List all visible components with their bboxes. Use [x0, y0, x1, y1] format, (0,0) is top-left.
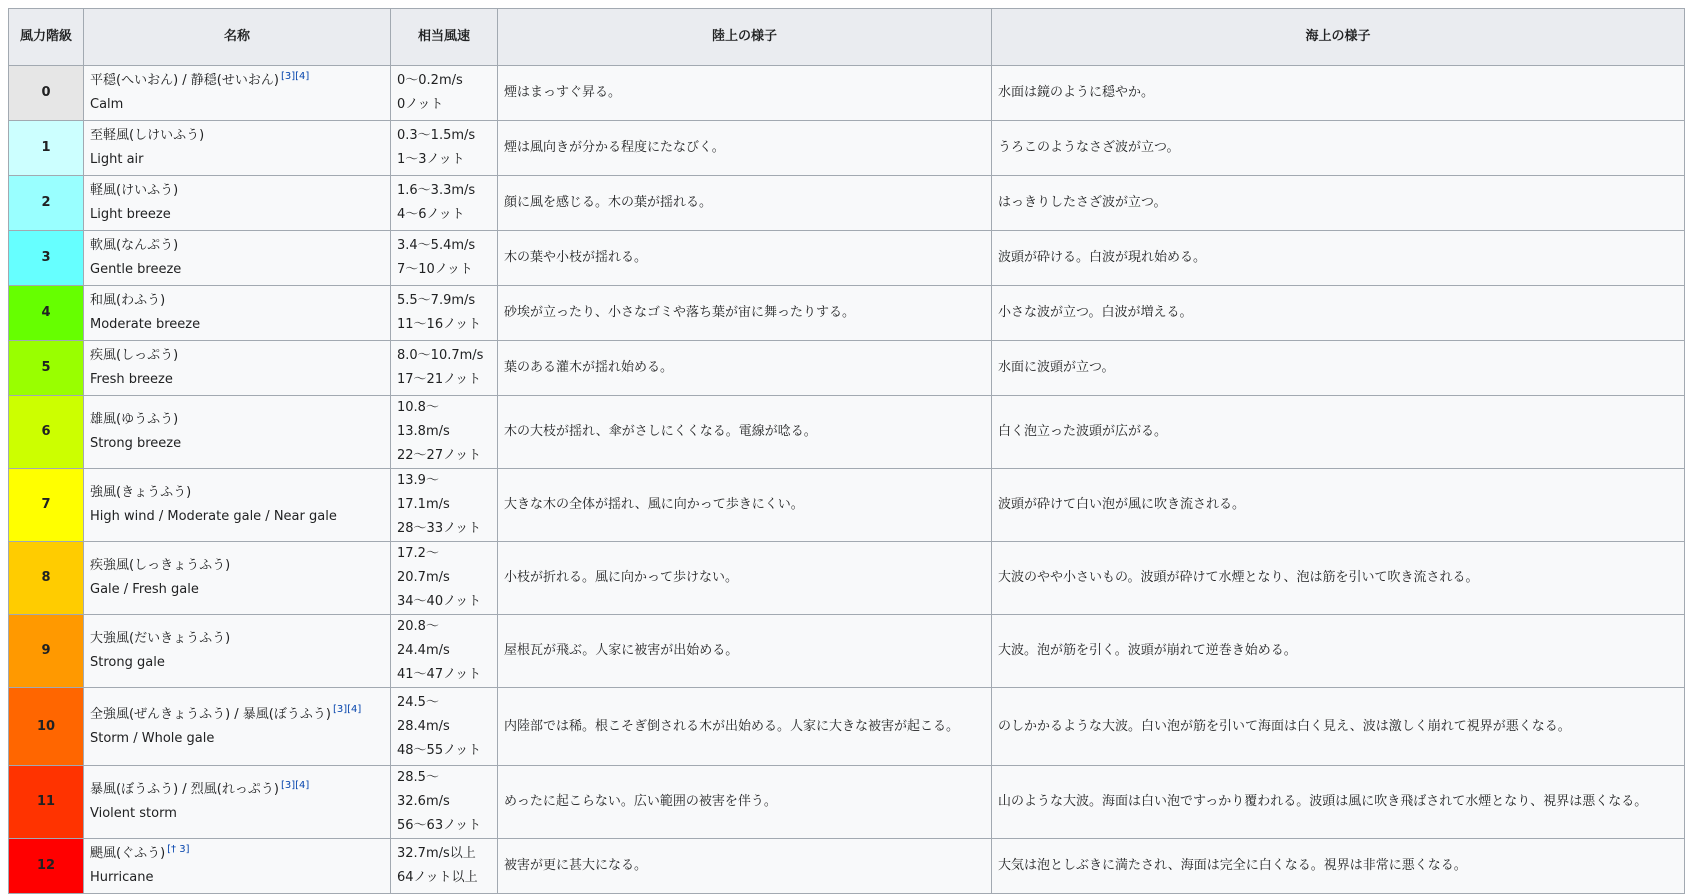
table-row: [9, 469, 1685, 542]
table-row: [9, 766, 1685, 839]
name-cell: [84, 396, 391, 469]
sea-cell: はっきりしたさざ波が立つ。: [992, 176, 1685, 231]
name-ja: 暴風(ぼうふう) / 烈風(れっぷう): [90, 782, 279, 797]
land-cell: 顔に風を感じる。木の葉が揺れる。: [498, 176, 992, 231]
table-row: [9, 231, 1685, 286]
level-cell: 3: [9, 231, 84, 286]
speed-cell: [391, 286, 498, 341]
land-cell: 大きな木の全体が揺れ、風に向かって歩きにくい。: [498, 469, 992, 542]
land-cell: 木の葉や小枝が揺れる。: [498, 231, 992, 286]
name-en: Strong gale: [90, 655, 165, 670]
name-ja: 至軽風(しけいふう): [90, 128, 205, 143]
name-ja: 疾強風(しっきょうふう): [90, 558, 231, 573]
level-cell: 0: [9, 66, 84, 121]
land-cell: 煙はまっすぐ昇る。: [498, 66, 992, 121]
speed-cell: [391, 839, 498, 894]
name-ja: 平穏(へいおん) / 静穏(せいおん): [90, 73, 279, 88]
speed-ms: 20.8〜24.4m/s: [397, 619, 450, 658]
speed-cell: [391, 766, 498, 839]
land-cell: 葉のある灌木が揺れ始める。: [498, 341, 992, 396]
table-row: [9, 66, 1685, 121]
speed-cell: [391, 176, 498, 231]
header-land: 陸上の様子: [498, 9, 992, 66]
table-row: [9, 176, 1685, 231]
table-body: [9, 66, 1685, 894]
name-cell: [84, 231, 391, 286]
name-cell: [84, 688, 391, 766]
name-ja: 軽風(けいふう): [90, 183, 179, 198]
speed-cell: [391, 469, 498, 542]
speed-cell: [391, 231, 498, 286]
speed-cell: [391, 121, 498, 176]
land-cell: 砂埃が立ったり、小さなゴミや落ち葉が宙に舞ったりする。: [498, 286, 992, 341]
name-en: Light air: [90, 152, 144, 167]
speed-ms: 1.6〜3.3m/s: [397, 183, 476, 198]
level-cell: 8: [9, 542, 84, 615]
sea-cell: 波頭が砕ける。白波が現れ始める。: [992, 231, 1685, 286]
speed-knots: 28〜33ノット: [397, 521, 482, 536]
level-cell: 11: [9, 766, 84, 839]
land-cell: 内陸部では稀。根こそぎ倒される木が出始める。人家に大きな被害が起こる。: [498, 688, 992, 766]
speed-ms: 28.5〜32.6m/s: [397, 770, 450, 809]
level-cell: 1: [9, 121, 84, 176]
sea-cell: のしかかるような大波。白い泡が筋を引いて海面は白く見え、波は激しく崩れて視界が悪くなる。: [992, 688, 1685, 766]
name-cell: [84, 286, 391, 341]
name-cell: [84, 615, 391, 688]
name-en: Calm: [90, 97, 124, 112]
name-ja: 強風(きょうふう): [90, 485, 192, 500]
name-cell: [84, 542, 391, 615]
speed-ms: 3.4〜5.4m/s: [397, 238, 476, 253]
speed-knots: 41〜47ノット: [397, 667, 482, 682]
speed-ms: 17.2〜20.7m/s: [397, 546, 450, 585]
land-cell: めったに起こらない。広い範囲の被害を伴う。: [498, 766, 992, 839]
land-cell: 煙は風向きが分かる程度にたなびく。: [498, 121, 992, 176]
level-cell: 5: [9, 341, 84, 396]
level-cell: 10: [9, 688, 84, 766]
name-ja: 雄風(ゆうふう): [90, 412, 179, 427]
reference-link[interactable]: [3][4]: [280, 779, 310, 791]
beaufort-scale-table: [8, 8, 1685, 894]
name-ja: 和風(わふう): [90, 293, 166, 308]
speed-knots: 11〜16ノット: [397, 317, 482, 332]
sea-cell: 白く泡立った波頭が広がる。: [992, 396, 1685, 469]
table-row: [9, 839, 1685, 894]
speed-knots: 17〜21ノット: [397, 372, 482, 387]
name-cell: [84, 839, 391, 894]
sea-cell: 大波のやや小さいもの。波頭が砕けて水煙となり、泡は筋を引いて吹き流される。: [992, 542, 1685, 615]
speed-knots: 22〜27ノット: [397, 448, 482, 463]
sea-cell: 水面に波頭が立つ。: [992, 341, 1685, 396]
name-cell: [84, 469, 391, 542]
speed-knots: 56〜63ノット: [397, 818, 482, 833]
name-cell: [84, 766, 391, 839]
speed-ms: 0〜0.2m/s: [397, 73, 463, 88]
name-cell: [84, 121, 391, 176]
speed-knots: 64ノット以上: [397, 870, 478, 885]
header-sea: 海上の様子: [992, 9, 1685, 66]
name-en: Moderate breeze: [90, 317, 201, 332]
speed-ms: 24.5〜28.4m/s: [397, 694, 450, 734]
table-row: [9, 396, 1685, 469]
land-cell: 小枝が折れる。風に向かって歩けない。: [498, 542, 992, 615]
table-row: [9, 615, 1685, 688]
name-en: Hurricane: [90, 870, 154, 885]
name-en: Storm / Whole gale: [90, 730, 215, 746]
name-ja: 疾風(しっぷう): [90, 348, 179, 363]
reference-link[interactable]: [3][4]: [280, 70, 310, 82]
sea-cell: 小さな波が立つ。白波が増える。: [992, 286, 1685, 341]
speed-ms: 8.0〜10.7m/s: [397, 348, 484, 363]
speed-knots: 0ノット: [397, 97, 444, 112]
name-en: Gale / Fresh gale: [90, 582, 199, 597]
sea-cell: 波頭が砕けて白い泡が風に吹き流される。: [992, 469, 1685, 542]
land-cell: 被害が更に甚大になる。: [498, 839, 992, 894]
speed-ms: 10.8〜13.8m/s: [397, 400, 450, 439]
speed-knots: 1〜3ノット: [397, 152, 465, 167]
name-ja: 軟風(なんぷう): [90, 238, 179, 253]
speed-knots: 4〜6ノット: [397, 207, 465, 222]
speed-cell: [391, 396, 498, 469]
sea-cell: うろこのようなさざ波が立つ。: [992, 121, 1685, 176]
level-cell: 9: [9, 615, 84, 688]
land-cell: 木の大枝が揺れ、傘がさしにくくなる。電線が唸る。: [498, 396, 992, 469]
name-cell: [84, 176, 391, 231]
reference-link[interactable]: [3][4]: [332, 704, 362, 716]
level-cell: 7: [9, 469, 84, 542]
name-cell: [84, 66, 391, 121]
table-row: [9, 286, 1685, 341]
speed-cell: [391, 66, 498, 121]
reference-link[interactable]: [† 3]: [167, 843, 190, 855]
speed-knots: 34〜40ノット: [397, 594, 482, 609]
table-row: [9, 688, 1685, 766]
speed-ms: 32.7m/s以上: [397, 846, 476, 861]
speed-ms: 5.5〜7.9m/s: [397, 293, 476, 308]
level-cell: 6: [9, 396, 84, 469]
name-en: Strong breeze: [90, 436, 182, 451]
speed-knots: 7〜10ノット: [397, 262, 473, 277]
name-ja: 颶風(ぐふう): [90, 846, 166, 861]
header-name: 名称: [84, 9, 391, 66]
table-row: [9, 121, 1685, 176]
name-en: Fresh breeze: [90, 372, 173, 387]
speed-ms: 0.3〜1.5m/s: [397, 128, 476, 143]
table-row: [9, 341, 1685, 396]
name-en: Gentle breeze: [90, 262, 182, 277]
sea-cell: 大気は泡としぶきに満たされ、海面は完全に白くなる。視界は非常に悪くなる。: [992, 839, 1685, 894]
header-level: 風力階級: [9, 9, 84, 66]
name-en: High wind / Moderate gale / Near gale: [90, 509, 337, 524]
sea-cell: 水面は鏡のように穏やか。: [992, 66, 1685, 121]
speed-cell: [391, 542, 498, 615]
name-en: Violent storm: [90, 806, 177, 821]
level-cell: 4: [9, 286, 84, 341]
name-en: Light breeze: [90, 207, 171, 222]
speed-cell: [391, 341, 498, 396]
speed-knots: 48〜55ノット: [397, 742, 482, 758]
name-cell: [84, 341, 391, 396]
speed-cell: [391, 688, 498, 766]
sea-cell: 山のような大波。海面は白い泡ですっかり覆われる。波頭は風に吹き飛ばされて水煙となり、視界は悪くなる。: [992, 766, 1685, 839]
table-row: [9, 542, 1685, 615]
level-cell: 2: [9, 176, 84, 231]
name-ja: 全強風(ぜんきょうふう) / 暴風(ぼうふう): [90, 706, 331, 722]
table-header-row: [9, 9, 1685, 66]
sea-cell: 大波。泡が筋を引く。波頭が崩れて逆巻き始める。: [992, 615, 1685, 688]
level-cell: 12: [9, 839, 84, 894]
header-speed: 相当風速: [391, 9, 498, 66]
name-ja: 大強風(だいきょうふう): [90, 631, 231, 646]
speed-ms: 13.9〜17.1m/s: [397, 473, 450, 512]
land-cell: 屋根瓦が飛ぶ。人家に被害が出始める。: [498, 615, 992, 688]
speed-cell: [391, 615, 498, 688]
